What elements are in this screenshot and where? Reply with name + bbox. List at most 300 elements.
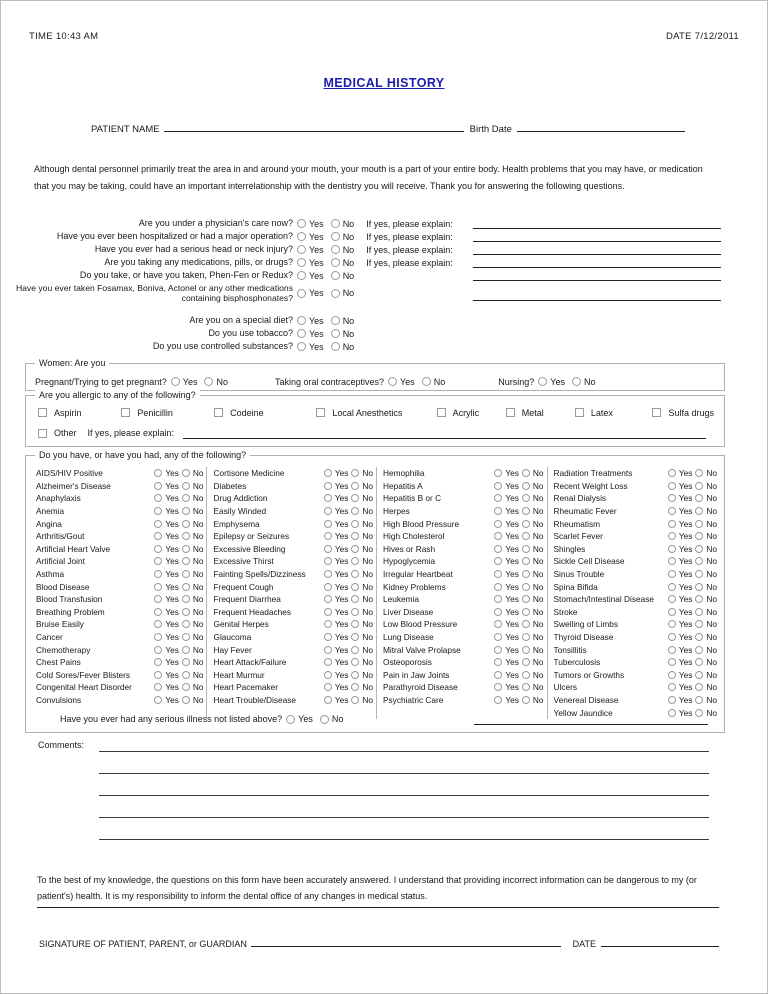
condition-yes-radio[interactable] [324, 620, 332, 628]
question-1-explain-input[interactable] [473, 228, 721, 229]
condition-no-radio[interactable] [695, 709, 703, 717]
condition-no-label: No [362, 682, 373, 693]
condition-yes-label: Yes [678, 694, 693, 705]
condition-no-label: No [192, 556, 204, 567]
condition-yes-radio[interactable] [154, 507, 162, 515]
women-question-3-no-radio[interactable] [572, 377, 581, 386]
condition-no-radio[interactable] [351, 595, 359, 603]
allergy-checkbox-aspirin[interactable] [38, 408, 47, 417]
condition-no-radio[interactable] [351, 658, 359, 666]
condition-yes-radio[interactable] [324, 696, 332, 704]
condition-row [554, 694, 721, 707]
condition-name: Stomach/Intestinal Disease [553, 594, 655, 605]
condition-no-radio[interactable] [695, 646, 703, 654]
condition-yes-radio[interactable] [668, 633, 676, 641]
condition-row [554, 706, 721, 719]
condition-yes-label: Yes [678, 669, 693, 680]
allergy-checkbox-sulfa-drugs[interactable] [652, 408, 661, 417]
condition-yes-radio[interactable] [324, 545, 332, 553]
condition-yes-radio[interactable] [668, 595, 676, 603]
condition-no-radio[interactable] [351, 520, 359, 528]
question-4-yes-radio[interactable] [297, 258, 306, 267]
condition-no-radio[interactable] [695, 658, 703, 666]
condition-no-radio[interactable] [695, 696, 703, 704]
women-section [25, 358, 725, 391]
condition-row [554, 669, 721, 682]
condition-no-radio[interactable] [182, 545, 190, 553]
condition-yes-radio[interactable] [324, 507, 332, 515]
condition-no-radio[interactable] [182, 557, 190, 565]
condition-no-label: No [532, 556, 544, 567]
question-3-no-radio[interactable] [331, 245, 340, 254]
condition-no-radio[interactable] [695, 482, 703, 490]
question-7-no-radio[interactable] [331, 316, 340, 325]
question-row [1, 314, 768, 327]
other-illness-yes-radio[interactable] [286, 715, 295, 724]
condition-no-radio[interactable] [182, 520, 190, 528]
condition-yes-label: Yes [334, 669, 349, 680]
condition-yes-label: Yes [334, 569, 349, 580]
condition-yes-radio[interactable] [324, 646, 332, 654]
condition-row [383, 492, 547, 505]
condition-yes-radio[interactable] [154, 608, 162, 616]
condition-name: Hemophilia [383, 468, 425, 479]
condition-no-radio[interactable] [695, 557, 703, 565]
condition-row [554, 593, 721, 606]
condition-name: Breathing Problem [36, 606, 105, 617]
condition-no-radio[interactable] [351, 469, 359, 477]
condition-no-label: No [532, 518, 544, 529]
condition-no-radio[interactable] [522, 646, 530, 654]
women-question-1-yes-label: Yes [182, 376, 198, 387]
women-question-2-yes-radio[interactable] [388, 377, 397, 386]
condition-yes-label: Yes [165, 518, 179, 529]
condition-no-radio[interactable] [351, 570, 359, 578]
question-3-yes-radio[interactable] [297, 245, 306, 254]
condition-yes-radio[interactable] [324, 583, 332, 591]
condition-no-radio[interactable] [522, 494, 530, 502]
condition-no-radio[interactable] [182, 482, 190, 490]
condition-no-radio[interactable] [522, 671, 530, 679]
condition-no-radio[interactable] [522, 545, 530, 553]
condition-no-radio[interactable] [695, 545, 703, 553]
condition-yes-radio[interactable] [494, 671, 502, 679]
question-9-yes-radio[interactable] [297, 342, 306, 351]
condition-row [213, 669, 376, 682]
condition-name: Liver Disease [383, 606, 434, 617]
condition-yes-radio[interactable] [494, 696, 502, 704]
women-question-1-yes-radio[interactable] [171, 377, 180, 386]
condition-yes-radio[interactable] [154, 545, 162, 553]
condition-no-radio[interactable] [351, 557, 359, 565]
condition-no-radio[interactable] [182, 608, 190, 616]
condition-row [554, 631, 721, 644]
condition-no-radio[interactable] [522, 620, 530, 628]
question-7-yes-radio[interactable] [297, 316, 306, 325]
allergy-checkbox-row [38, 406, 714, 419]
condition-no-radio[interactable] [695, 507, 703, 515]
condition-no-radio[interactable] [182, 633, 190, 641]
women-question-1 [35, 377, 231, 387]
condition-yes-radio[interactable] [494, 557, 502, 565]
question-6-yes-radio[interactable] [297, 289, 306, 298]
condition-no-radio[interactable] [351, 620, 359, 628]
condition-name: Renal Dialysis [553, 493, 607, 504]
condition-no-radio[interactable] [351, 507, 359, 515]
condition-name: Excessive Bleeding [213, 543, 286, 554]
condition-no-radio[interactable] [351, 545, 359, 553]
question-6-no-radio[interactable] [331, 289, 340, 298]
condition-name: Frequent Headaches [213, 606, 291, 617]
conditions-column-1 [30, 467, 206, 719]
comments-line-5[interactable] [99, 839, 709, 840]
allergy-item-1 [38, 408, 121, 418]
condition-yes-radio[interactable] [154, 520, 162, 528]
condition-yes-radio[interactable] [668, 696, 676, 704]
condition-yes-radio[interactable] [494, 608, 502, 616]
condition-yes-radio[interactable] [668, 620, 676, 628]
condition-yes-label: Yes [165, 493, 179, 504]
condition-no-radio[interactable] [522, 469, 530, 477]
condition-no-radio[interactable] [351, 482, 359, 490]
condition-no-radio[interactable] [182, 570, 190, 578]
condition-yes-label: Yes [505, 543, 519, 554]
condition-no-label: No [362, 694, 373, 705]
condition-row [36, 643, 206, 656]
condition-yes-radio[interactable] [154, 583, 162, 591]
condition-row [36, 480, 206, 493]
condition-yes-radio[interactable] [324, 482, 332, 490]
allergy-checkbox-penicillin[interactable] [121, 408, 130, 417]
patient-name-label: PATIENT NAME [91, 124, 160, 135]
condition-no-label: No [192, 619, 204, 630]
allergy-label-7: Latex [590, 407, 613, 418]
question-6-explain-input[interactable] [473, 300, 721, 301]
condition-yes-radio[interactable] [668, 583, 676, 591]
condition-yes-label: Yes [334, 682, 349, 693]
condition-yes-radio[interactable] [668, 658, 676, 666]
question-8-no-radio[interactable] [331, 329, 340, 338]
other-illness-explain-input[interactable] [474, 724, 708, 725]
condition-row [554, 480, 721, 493]
condition-yes-radio[interactable] [494, 595, 502, 603]
conditions-column-2 [206, 467, 376, 719]
condition-yes-radio[interactable] [324, 494, 332, 502]
condition-no-radio[interactable] [695, 633, 703, 641]
condition-row [554, 530, 721, 543]
condition-yes-radio[interactable] [154, 532, 162, 540]
condition-yes-radio[interactable] [324, 557, 332, 565]
allergy-section [25, 390, 725, 447]
comments-line-1[interactable] [99, 751, 709, 752]
condition-no-radio[interactable] [695, 620, 703, 628]
question-4-explain-input[interactable] [473, 267, 721, 268]
condition-yes-label: Yes [165, 556, 179, 567]
condition-yes-radio[interactable] [324, 520, 332, 528]
condition-yes-radio[interactable] [668, 545, 676, 553]
comments-line-3[interactable] [99, 795, 709, 796]
condition-yes-label: Yes [165, 682, 179, 693]
question-8-no-label: No [342, 328, 355, 339]
condition-row [554, 618, 721, 631]
condition-yes-label: Yes [334, 531, 349, 542]
condition-yes-radio[interactable] [494, 469, 502, 477]
condition-no-radio[interactable] [182, 494, 190, 502]
condition-no-radio[interactable] [695, 520, 703, 528]
condition-yes-radio[interactable] [154, 595, 162, 603]
condition-yes-radio[interactable] [154, 671, 162, 679]
condition-no-radio[interactable] [182, 683, 190, 691]
condition-yes-label: Yes [505, 493, 519, 504]
question-9-no-radio[interactable] [331, 342, 340, 351]
condition-yes-radio[interactable] [154, 469, 162, 477]
condition-no-label: No [532, 506, 544, 517]
condition-yes-radio[interactable] [494, 683, 502, 691]
condition-no-radio[interactable] [522, 520, 530, 528]
condition-no-radio[interactable] [522, 482, 530, 490]
condition-no-label: No [532, 657, 544, 668]
women-question-3-no-label: No [583, 376, 596, 387]
condition-row [36, 681, 206, 694]
question-1-no-radio[interactable] [331, 219, 340, 228]
condition-yes-radio[interactable] [494, 494, 502, 502]
condition-no-radio[interactable] [351, 633, 359, 641]
condition-name: Herpes [383, 506, 410, 517]
condition-yes-radio[interactable] [324, 570, 332, 578]
women-question-3-yes-radio[interactable] [538, 377, 547, 386]
condition-yes-radio[interactable] [668, 709, 676, 717]
question-row [1, 243, 768, 256]
condition-yes-radio[interactable] [668, 520, 676, 528]
condition-no-radio[interactable] [182, 620, 190, 628]
condition-yes-radio[interactable] [324, 532, 332, 540]
comments-line-2[interactable] [99, 773, 709, 774]
condition-yes-radio[interactable] [324, 683, 332, 691]
condition-yes-radio[interactable] [154, 658, 162, 666]
condition-row [554, 656, 721, 669]
condition-yes-radio[interactable] [494, 482, 502, 490]
condition-yes-label: Yes [165, 694, 179, 705]
condition-yes-radio[interactable] [324, 671, 332, 679]
condition-yes-radio[interactable] [494, 633, 502, 641]
condition-no-radio[interactable] [351, 646, 359, 654]
condition-yes-radio[interactable] [154, 696, 162, 704]
allergy-checkbox-acrylic[interactable] [437, 408, 446, 417]
condition-no-radio[interactable] [182, 583, 190, 591]
condition-no-radio[interactable] [695, 583, 703, 591]
allergy-checkbox-metal[interactable] [506, 408, 515, 417]
condition-yes-radio[interactable] [494, 658, 502, 666]
condition-name: Pain in Jaw Joints [383, 669, 450, 680]
condition-yes-label: Yes [334, 518, 349, 529]
allergy-checkbox-other[interactable] [38, 429, 47, 438]
women-section-legend: Women: Are you [35, 358, 109, 368]
condition-no-radio[interactable] [182, 469, 190, 477]
condition-yes-radio[interactable] [494, 532, 502, 540]
allergy-checkbox-codeine[interactable] [214, 408, 223, 417]
question-2-yes-radio[interactable] [297, 232, 306, 241]
condition-yes-radio[interactable] [154, 646, 162, 654]
condition-no-radio[interactable] [182, 646, 190, 654]
condition-yes-radio[interactable] [324, 633, 332, 641]
patient-name-input[interactable] [164, 120, 464, 132]
question-2-explain-input[interactable] [473, 241, 721, 242]
condition-no-radio[interactable] [522, 696, 530, 704]
condition-no-radio[interactable] [522, 583, 530, 591]
condition-name: Shingles [553, 543, 586, 554]
condition-yes-radio[interactable] [154, 570, 162, 578]
question-5-no-radio[interactable] [331, 271, 340, 280]
condition-name: Stroke [553, 606, 578, 617]
condition-no-radio[interactable] [351, 494, 359, 502]
condition-yes-radio[interactable] [668, 532, 676, 540]
question-1-yes-radio[interactable] [297, 219, 306, 228]
allergy-checkbox-local-anesthetics[interactable] [316, 408, 325, 417]
condition-yes-radio[interactable] [324, 658, 332, 666]
condition-name: Easily Winded [213, 506, 267, 517]
condition-yes-radio[interactable] [154, 494, 162, 502]
condition-no-radio[interactable] [351, 683, 359, 691]
condition-name: Artificial Joint [36, 556, 85, 567]
condition-no-label: No [192, 518, 204, 529]
condition-no-radio[interactable] [695, 595, 703, 603]
allergy-other-explain-input[interactable] [183, 428, 706, 439]
question-4-no-radio[interactable] [331, 258, 340, 267]
condition-yes-radio[interactable] [668, 671, 676, 679]
condition-yes-label: Yes [678, 644, 693, 655]
condition-no-radio[interactable] [182, 507, 190, 515]
condition-no-radio[interactable] [522, 507, 530, 515]
question-2-no-radio[interactable] [331, 232, 340, 241]
condition-no-label: No [706, 682, 717, 693]
condition-yes-radio[interactable] [154, 620, 162, 628]
condition-yes-radio[interactable] [154, 633, 162, 641]
condition-no-radio[interactable] [522, 532, 530, 540]
condition-yes-radio[interactable] [668, 494, 676, 502]
condition-yes-radio[interactable] [494, 583, 502, 591]
question-5-explain-input[interactable] [473, 280, 721, 281]
condition-name: Low Blood Pressure [383, 619, 458, 630]
condition-no-radio[interactable] [351, 671, 359, 679]
condition-no-label: No [362, 531, 373, 542]
condition-yes-radio[interactable] [668, 608, 676, 616]
condition-yes-label: Yes [678, 480, 693, 491]
condition-name: Thyroid Disease [553, 632, 614, 643]
condition-row [554, 555, 721, 568]
condition-yes-radio[interactable] [668, 482, 676, 490]
condition-no-radio[interactable] [182, 696, 190, 704]
condition-no-radio[interactable] [522, 608, 530, 616]
condition-no-label: No [706, 506, 717, 517]
condition-name: Artificial Heart Valve [36, 543, 111, 554]
condition-no-radio[interactable] [695, 671, 703, 679]
condition-yes-radio[interactable] [668, 646, 676, 654]
conditions-grid [30, 467, 720, 719]
allergy-item-8 [652, 408, 714, 418]
condition-yes-radio[interactable] [668, 557, 676, 565]
allergy-checkbox-latex[interactable] [575, 408, 584, 417]
condition-yes-radio[interactable] [494, 646, 502, 654]
condition-no-label: No [532, 531, 544, 542]
condition-no-radio[interactable] [522, 683, 530, 691]
condition-yes-radio[interactable] [668, 570, 676, 578]
condition-no-radio[interactable] [695, 570, 703, 578]
other-illness-no-radio[interactable] [320, 715, 329, 724]
birth-date-input[interactable] [517, 120, 685, 132]
condition-yes-label: Yes [505, 556, 519, 567]
condition-no-radio[interactable] [351, 532, 359, 540]
condition-yes-radio[interactable] [154, 683, 162, 691]
condition-no-radio[interactable] [522, 595, 530, 603]
signature-input[interactable] [251, 935, 561, 947]
comments-line-4[interactable] [99, 817, 709, 818]
condition-no-label: No [532, 669, 544, 680]
condition-yes-radio[interactable] [494, 545, 502, 553]
condition-no-radio[interactable] [351, 696, 359, 704]
condition-yes-label: Yes [165, 619, 179, 630]
condition-no-radio[interactable] [351, 608, 359, 616]
condition-yes-radio[interactable] [494, 507, 502, 515]
condition-name: Psychiatric Care [383, 694, 444, 705]
signature-date-input[interactable] [601, 935, 719, 947]
condition-no-radio[interactable] [351, 583, 359, 591]
condition-yes-radio[interactable] [154, 482, 162, 490]
condition-yes-radio[interactable] [494, 520, 502, 528]
condition-no-radio[interactable] [182, 595, 190, 603]
condition-no-radio[interactable] [522, 570, 530, 578]
condition-yes-radio[interactable] [324, 469, 332, 477]
condition-no-radio[interactable] [522, 557, 530, 565]
condition-yes-label: Yes [505, 594, 519, 605]
condition-yes-radio[interactable] [668, 469, 676, 477]
condition-no-radio[interactable] [182, 671, 190, 679]
condition-no-radio[interactable] [695, 608, 703, 616]
condition-yes-label: Yes [505, 606, 519, 617]
condition-name: Rheumatism [553, 518, 601, 529]
condition-yes-radio[interactable] [324, 608, 332, 616]
condition-no-radio[interactable] [695, 532, 703, 540]
question-8-yes-radio[interactable] [297, 329, 306, 338]
condition-no-label: No [362, 468, 373, 479]
condition-no-radio[interactable] [182, 658, 190, 666]
condition-no-radio[interactable] [182, 532, 190, 540]
signature-label: SIGNATURE OF PATIENT, PARENT, or GUARDIAN [39, 939, 247, 949]
condition-row [383, 618, 547, 631]
condition-yes-label: Yes [678, 518, 693, 529]
condition-yes-radio[interactable] [668, 683, 676, 691]
conditions-column-3 [376, 467, 547, 719]
question-5-yes-radio[interactable] [297, 271, 306, 280]
women-question-2-no-radio[interactable] [422, 377, 431, 386]
condition-yes-radio[interactable] [494, 570, 502, 578]
condition-yes-radio[interactable] [324, 595, 332, 603]
condition-yes-radio[interactable] [154, 557, 162, 565]
condition-no-label: No [362, 594, 373, 605]
women-question-1-no-radio[interactable] [204, 377, 213, 386]
condition-name: Congenital Heart Disorder [36, 682, 132, 693]
condition-no-radio[interactable] [522, 633, 530, 641]
question-9-yes-label: Yes [309, 341, 324, 352]
question-3-explain-input[interactable] [473, 254, 721, 255]
page-title: MEDICAL HISTORY [323, 76, 445, 90]
condition-no-radio[interactable] [695, 494, 703, 502]
condition-yes-radio[interactable] [668, 507, 676, 515]
condition-no-radio[interactable] [695, 469, 703, 477]
condition-yes-radio[interactable] [494, 620, 502, 628]
condition-no-radio[interactable] [522, 658, 530, 666]
question-1-no-label: No [342, 218, 355, 229]
condition-no-radio[interactable] [695, 683, 703, 691]
